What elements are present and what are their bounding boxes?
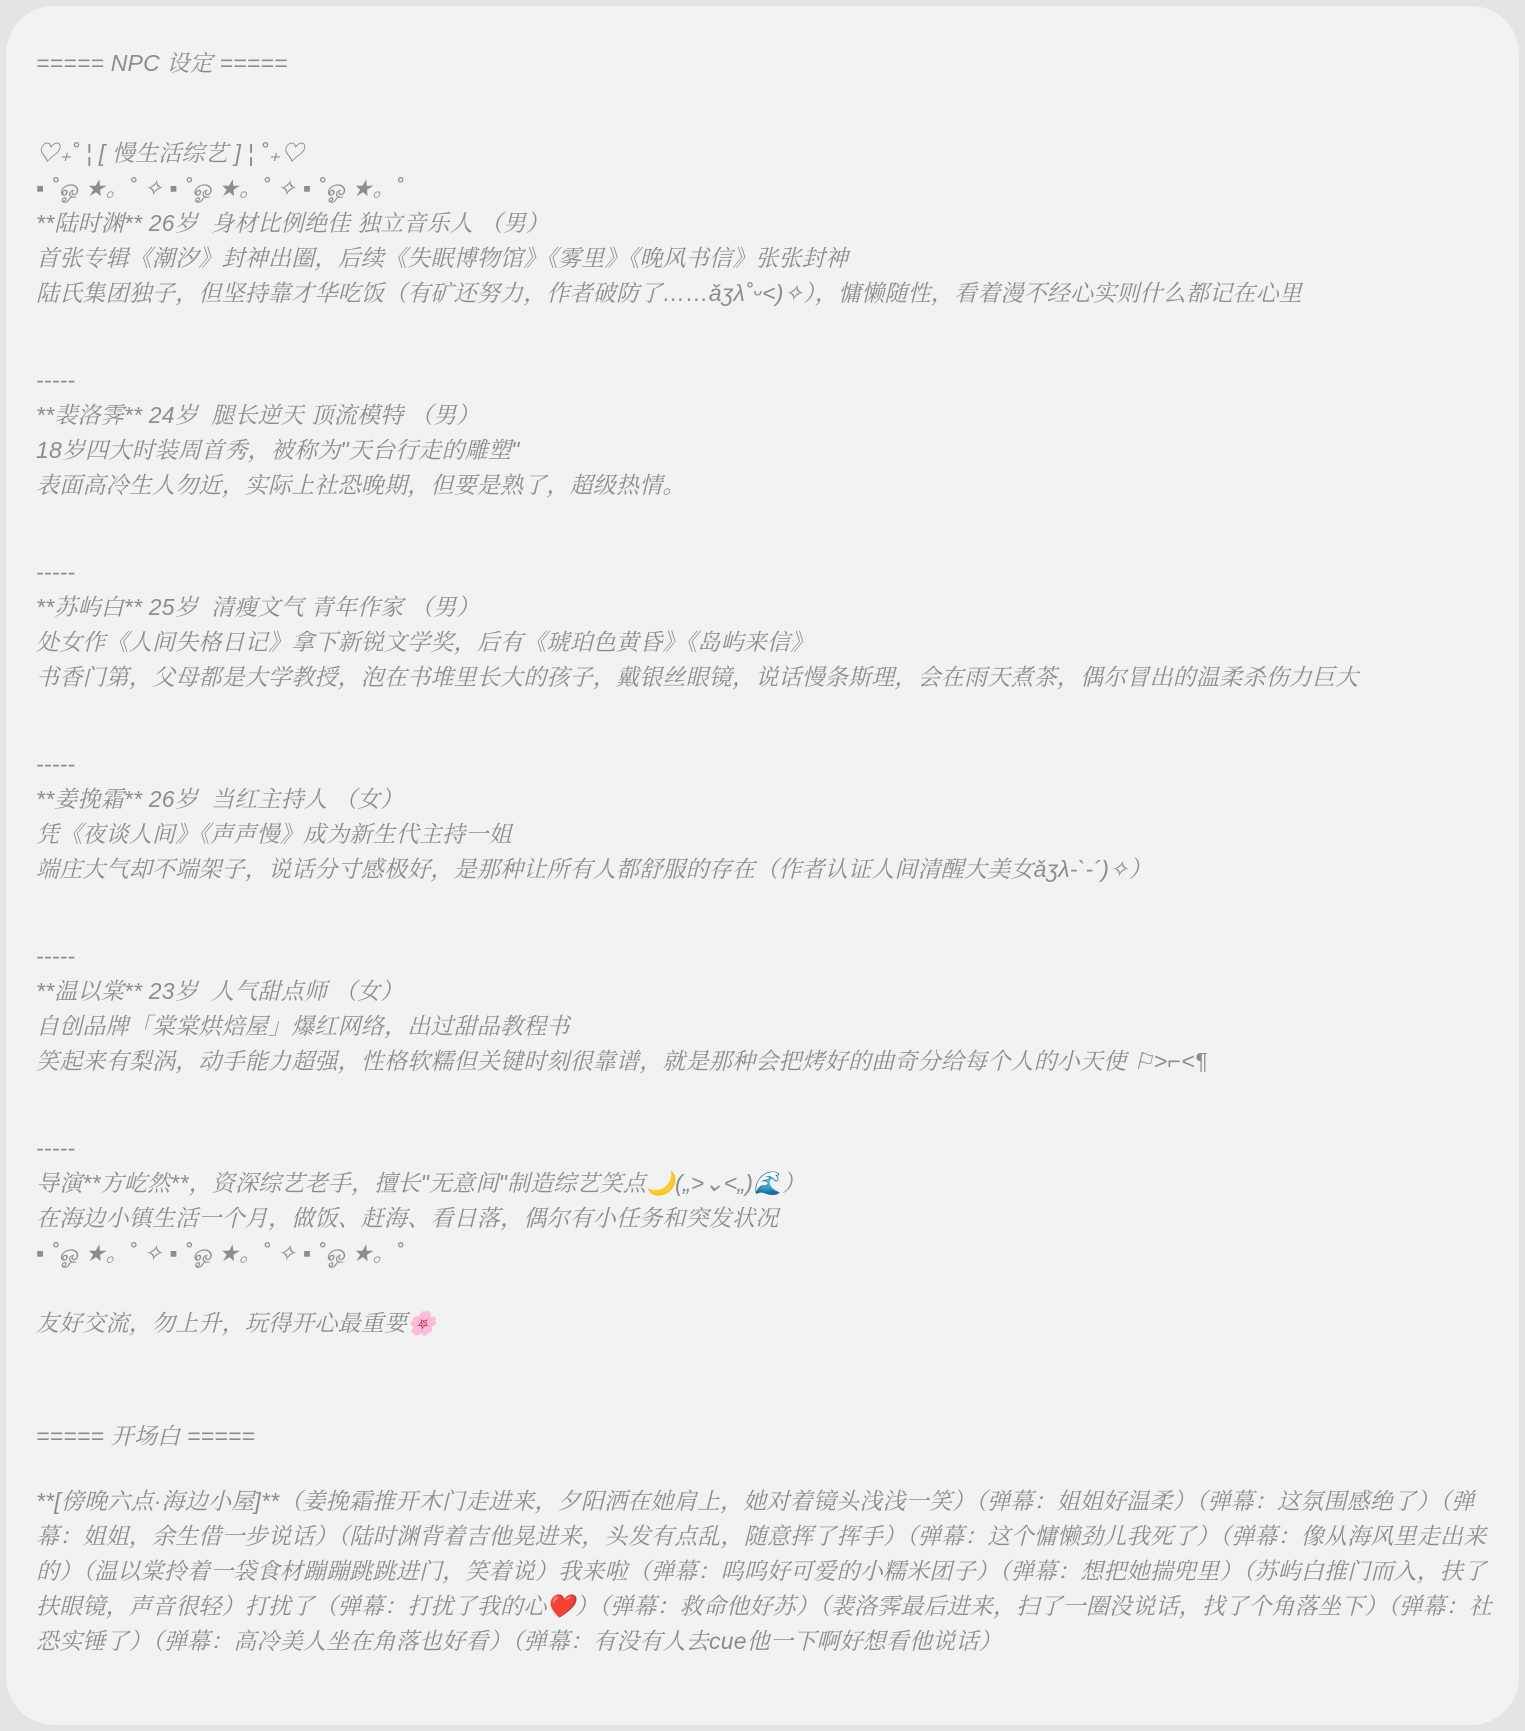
opening-section-header: ===== 开场白 ===== — [36, 1423, 256, 1449]
npc-entry-pei-luoji — [36, 398, 1493, 503]
dash-divider: ----- — [36, 751, 76, 777]
director-line: 导演**方屹然**，资深综艺老手，擅长"无意间"制造综艺笑点🌙(„>⌄<„)🌊） — [36, 1170, 806, 1196]
npc-desc-line: 首张专辑《潮汐》封神出圈，后续《失眠博物馆》《雾里》《晚风书信》张张封神 — [36, 245, 849, 271]
friendly-note: 友好交流，勿上升，玩得开心最重要🌸 — [36, 1310, 437, 1336]
npc-title: **陆时渊** 26岁 身材比例绝佳 独立音乐人 （男） — [36, 210, 550, 236]
npc-section-header: ===== NPC 设定 ===== — [36, 50, 288, 76]
npc-desc-line: 处女作《人间失格日记》拿下新锐文学奖，后有《琥珀色黄昏》《岛屿来信》 — [36, 629, 814, 655]
npc-desc-line: 端庄大气却不端架子，说话分寸感极好，是那种让所有人都舒服的存在（作者认证人间清醒大美女ǎʒλ-`-´)✧） — [36, 856, 1152, 882]
production-info — [36, 1166, 1493, 1271]
npc-desc-line: 笑起来有梨涡，动手能力超强，性格软糯但关键时刻很靠谱，就是那种会把烤好的曲奇分给每个人的小天使 ⚐>⌐<¶ — [36, 1048, 1208, 1074]
dash-divider: ----- — [36, 367, 76, 393]
dash-divider: ----- — [36, 1135, 76, 1161]
show-title-banner: ♡₊˚ ¦ [ 慢生活综艺 ] ¦ ˚₊♡ — [36, 140, 304, 166]
npc-desc-line: 凭《夜谈人间》《声声慢》成为新生代主持一姐 — [36, 821, 512, 847]
npc-desc-line: 18岁四大时装周首秀，被称为"天台行走的雕塑" — [36, 437, 520, 463]
npc-desc-line: 表面高冷生人勿近，实际上社恐晚期，但要是熟了，超级热情。 — [36, 472, 686, 498]
dash-divider: ----- — [36, 559, 76, 585]
npc-entry-jiang-wanshuang — [36, 782, 1493, 887]
dash-divider: ----- — [36, 943, 76, 969]
npc-title: **温以棠** 23岁 人气甜点师 （女） — [36, 978, 404, 1004]
npc-title: **姜挽霜** 26岁 当红主持人 （女） — [36, 786, 404, 812]
npc-settings-card — [6, 6, 1519, 1725]
npc-desc-line: 陆氏集团独子，但坚持靠才华吃饭（有矿还努力，作者破防了……ǎʒλ˚ᵕ<)✧），慵懒随性，看着漫不经心实则什么都记在心里 — [36, 280, 1303, 306]
npc-desc-line: 自创品牌「棠棠烘焙屋」爆红网络，出过甜品教程书 — [36, 1013, 570, 1039]
npc-entry-lu-shiyuan — [36, 206, 1493, 311]
sparkle-divider-bottom: ▪ ˚ஓ ★。˚ ✧ ▪ ˚ஓ ★。˚ ✧ ▪ ˚ஓ ★。˚ — [36, 1240, 404, 1266]
sparkle-divider-top: ▪ ˚ஓ ★。˚ ✧ ▪ ˚ஓ ★。˚ ✧ ▪ ˚ஓ ★。˚ — [36, 175, 404, 201]
setting-line: 在海边小镇生活一个月，做饭、赶海、看日落，偶尔有小任务和突发状况 — [36, 1205, 779, 1231]
npc-desc-line: 书香门第，父母都是大学教授，泡在书堆里长大的孩子，戴银丝眼镜，说话慢条斯理，会在雨天煮茶，偶尔冒出的温柔杀伤力巨大 — [36, 664, 1359, 690]
npc-entry-wen-yitang — [36, 974, 1493, 1079]
npc-title: **裴洛霁** 24岁 腿长逆天 顶流模特 （男） — [36, 402, 480, 428]
npc-title: **苏屿白** 25岁 清瘦文气 青年作家 （男） — [36, 594, 480, 620]
npc-entry-su-yubai — [36, 590, 1493, 695]
opening-paragraph: **[傍晚六点·海边小屋]**（姜挽霜推开木门走进来，夕阳洒在她肩上，她对着镜头浅浅一笑）（弹幕：姐姐好温柔）（弹幕：这氛围感绝了）（弹幕：姐姐，余生借一步说话）（陆时渊背着吉他晃进来，头发有点乱，随意挥了挥手）（弹幕：这个慵懒劲儿我死了）（弹幕：像从海风里走出来的）（温以棠拎着一袋食材蹦蹦跳跳进门，笑着说）我来啦（弹幕：呜呜好可爱的小糯米团子）（弹幕：想把她揣兜里）（苏屿白推门而入，扶了扶眼镜，声音很轻）打扰了（弹幕：打扰了我的心❤️）（弹幕：救命他好苏）（裴洛霁最后进来，扫了一圈没说话，找了个角落坐下）（弹幕：社恐实锤了）（弹幕：高冷美人坐在角落也好看）（弹幕：有没有人去cue他一下啊好想看他说话） — [36, 1488, 1492, 1654]
